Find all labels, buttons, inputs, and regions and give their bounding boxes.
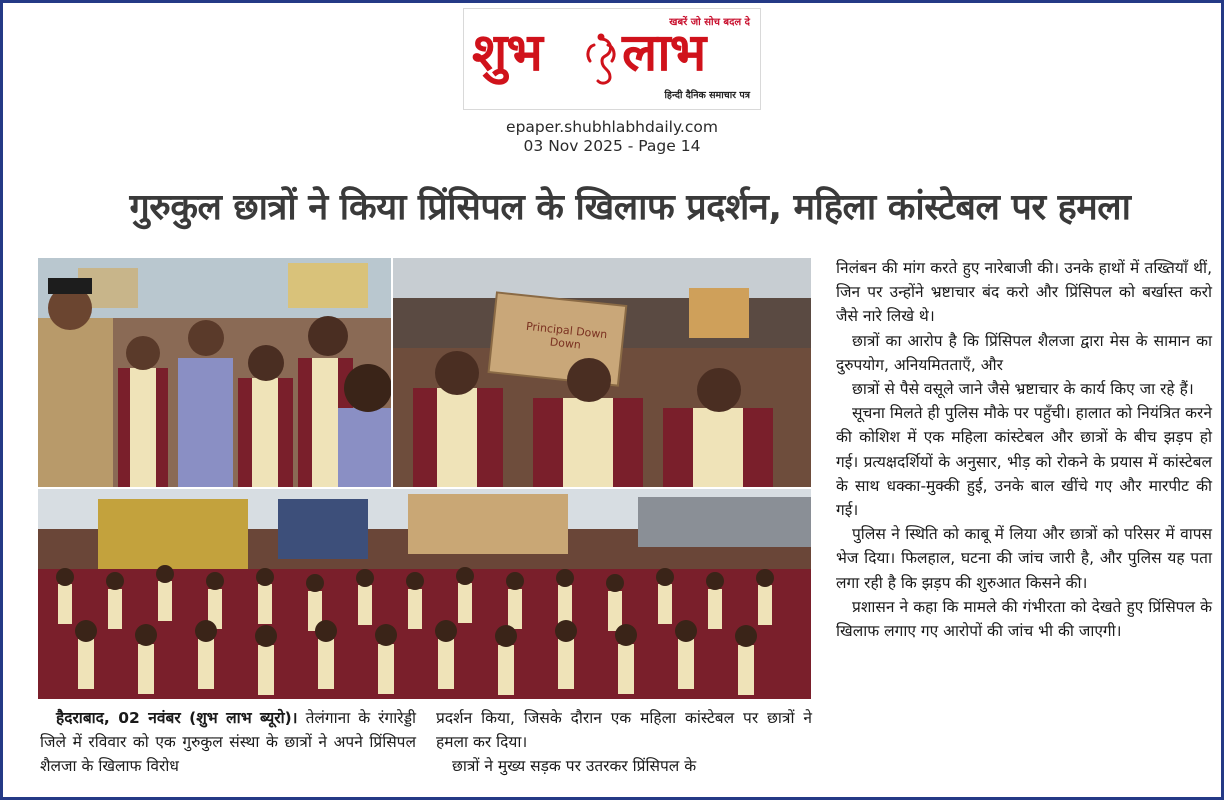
article-column-middle — [436, 706, 812, 779]
article-column-left — [40, 706, 416, 779]
photo-placard-protest — [393, 258, 811, 487]
masthead-logo — [463, 8, 761, 110]
paragraph: छात्रों से पैसे वसूले जाने जैसे भ्रष्टाचार के कार्य किए जा रहे हैं। — [852, 380, 1194, 399]
article-dateline: हैदराबाद, 02 नवंबर (शुभ लाभ ब्यूरो)। — [56, 709, 298, 727]
masthead-subtitle: हिन्दी दैनिक समाचार पत्र — [664, 90, 750, 101]
ganesh-icon — [580, 33, 622, 87]
paragraph: सूचना मिलते ही पुलिस मौके पर पहुँची। हालात को नियंत्रित करने की कोशिश में एक महिला कांस्टेबल और छात्रों के बीच झड़प हो गई। प्रत्यक्षदर्शियों के अनुसार, भीड़ को रोकने के प्रयास में कांस्टेबल के साथ धक्का-मुक्की हुई, उनके बाल खींचे गए और मारपीट की गई। — [836, 404, 1212, 520]
paragraph: छात्रों का आरोप है कि प्रिंसिपल शैलजा द्वारा मेस के सामान का दुरुपयोग, अनियमितताएँ, और — [836, 331, 1212, 374]
masthead-tagline: खबरें जो सोच बदल दे — [669, 17, 750, 28]
logo-word-labh: लाभ — [622, 22, 706, 83]
paragraph: प्रदर्शन किया, जिसके दौरान एक महिला कांस्टेबल पर छात्रों ने हमला कर दिया। — [436, 709, 812, 752]
article-headline: गुरुकुल छात्रों ने किया प्रिंसिपल के खिलाफ प्रदर्शन, महिला कांस्टेबल पर हमला — [129, 187, 1131, 228]
photo-constable-students — [38, 258, 391, 487]
paragraph: प्रशासन ने कहा कि मामले की गंभीरता को देखते हुए प्रिंसिपल के खिलाफ लगाए गए आरोपों की जांच भी की जाएगी। — [836, 597, 1212, 641]
edition-date-page: 03 Nov 2025 - Page 14 — [523, 137, 701, 155]
paragraph: छात्रों ने मुख्य सड़क पर उतरकर प्रिंसिपल के — [452, 757, 697, 776]
logo-word-shubh: शुभ — [472, 22, 542, 83]
photo-road-sitin — [38, 489, 811, 699]
article-lead: तेलंगाना के रंगारेड्डी जिले में रविवार को एक गुरुकुल संस्था के छात्रों ने अपने प्रिंसिपल शैलजा के खिलाफ विरोध — [40, 709, 416, 776]
edition-info — [0, 118, 1224, 156]
article-column-right — [836, 256, 1212, 643]
paragraph: निलंबन की मांग करते हुए नारेबाजी की। उनके हाथों में तख्तियाँ थीं, जिन पर उन्होंने भ्रष्टाचार बंद करो और प्रिंसिपल को बर्खास्त करो जैसे नारे लिखे थे। — [836, 259, 1212, 326]
placard-text: Principal Down Down — [525, 319, 608, 352]
epaper-url[interactable]: epaper.shubhlabhdaily.com — [506, 118, 718, 136]
paragraph: पुलिस ने स्थिति को काबू में लिया और छात्रों को परिसर में वापस भेज दिया। फिलहाल, घटना की जांच जारी है, और पुलिस यह पता लगा रही है कि झड़प की शुरुआत किसने की। — [836, 525, 1212, 592]
